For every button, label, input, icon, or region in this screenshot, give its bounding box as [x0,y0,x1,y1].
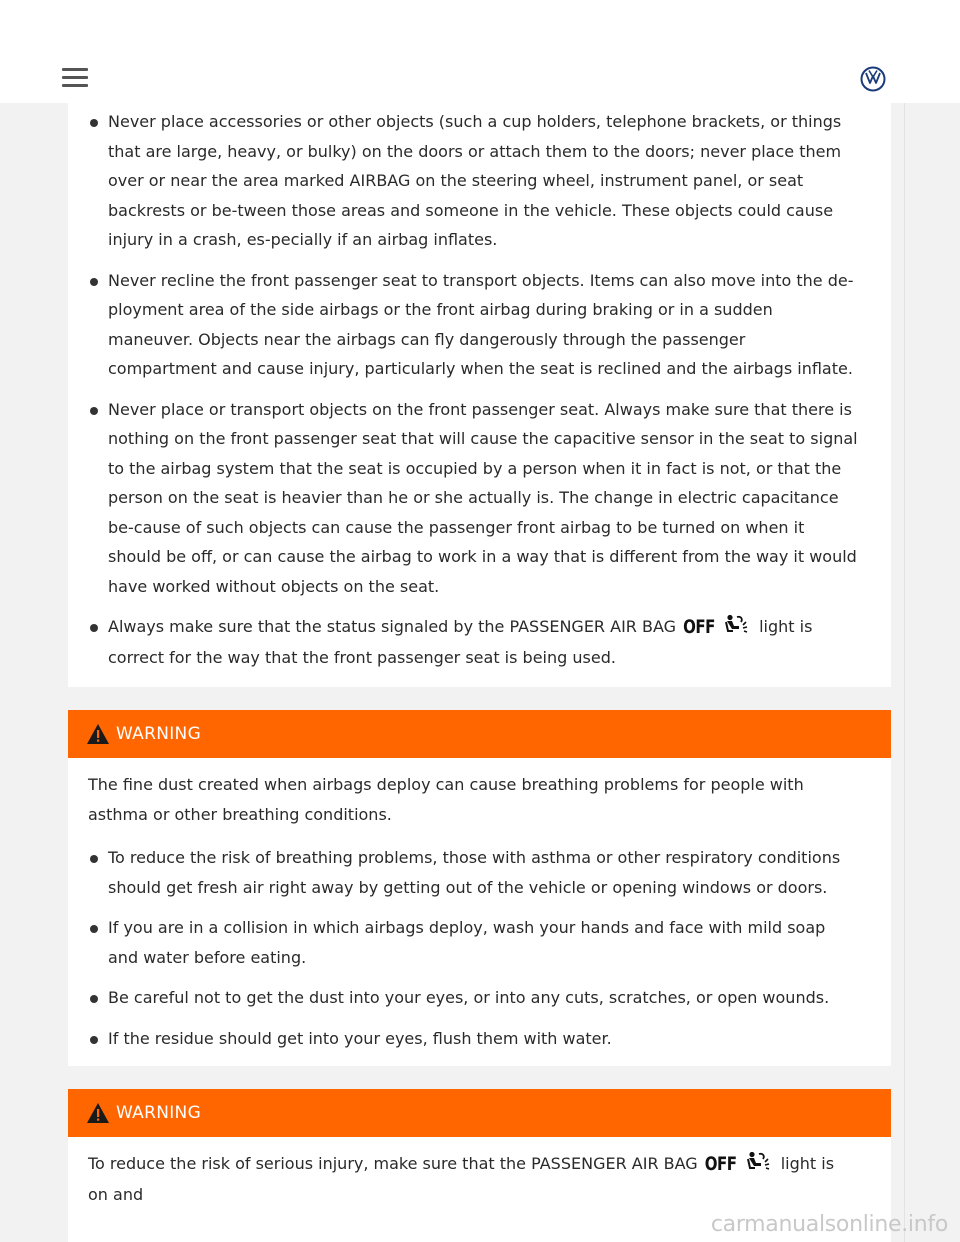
warning-lead-text [88,1149,859,1209]
warning-lead-text: The fine dust created when airbags deploy can cause breathing problems for people with asthma or other breathing conditions. [88,775,804,824]
top-bar [0,0,960,103]
list-item: Never place or transport objects on the front passenger seat. Always make sure that there is nothing on the front passenger seat that will cause the capacitive sensor in the seat to signal to the airbag system that the seat is occupied by a person when it in fact is not, or that the person on the seat is heavier than he or she actually is. The change in electric capacitance be-cause of such objects can cause the passenger front airbag to be turned on when it should be off, or can cause the airbag to work in a way that is different from the way it would have worked without objects on the seat. [108,395,859,602]
list-item: To reduce the risk of breathing problems, those with asthma or other respiratory conditions should get fresh air right away by getting out of the vehicle or opening windows or doors. [108,843,859,902]
airbag-seat-icon [746,1151,772,1171]
list-item: Be careful not to get the dust into your eyes, or into any cuts, scratches, or open wounds. [108,983,859,1013]
vw-logo-icon[interactable] [860,66,886,92]
bullet-list [108,107,859,672]
list-item: If you are in a collision in which airbags deploy, wash your hands and face with mild soap and water before eating. [108,913,859,972]
warning-triangle-icon [86,1102,110,1124]
list-item [108,612,859,672]
list-item-text: light is correct for the way that the front passenger seat is being used. [108,617,813,667]
warning-card-dust [68,758,891,1066]
warning-header [68,710,891,758]
hamburger-menu-icon[interactable] [62,68,88,88]
airbag-seat-icon [724,614,750,634]
watermark-text: carmanualsonline.info [710,1212,948,1237]
bullet-list [88,843,859,1053]
warning-header [68,1089,891,1137]
right-divider [904,103,905,1242]
list-item: If the residue should get into your eyes, flush them with water. [108,1024,859,1054]
warning-title: WARNING [116,724,202,744]
passenger-airbag-off-indicator: OFF [683,615,715,639]
list-item: Never place accessories or other objects (such a cup holders, telephone brackets, or things that are large, heavy, or bulky) on the doors or attach them to the doors; never place them over or near the area marked AIRBAG on the steering wheel, instrument panel, or seat backrests or be-tween those areas and someone in the vehicle. These objects could cause injury in a crash, es-pecially if an airbag inflates. [108,107,859,255]
list-item: Never recline the front passenger seat to transport objects. Items can also move into the de-ployment area of the side airbags or the front airbag during braking or in a sudden maneuver. Objects near the airbags can fly dangerously through the passenger compartment and cause injury, particularly when the seat is reclined and the airbags inflate. [108,266,859,384]
list-item-text: Always make sure that the status signaled by the PASSENGER AIR BAG [108,617,677,636]
warning-text: light is on and [88,1154,835,1204]
passenger-airbag-off-indicator: OFF [704,1152,737,1176]
warning-text: To reduce the risk of serious injury, make sure that the PASSENGER AIR BAG [88,1154,698,1173]
warning-title: WARNING [116,1103,202,1123]
content-card-objects [68,103,891,687]
warning-triangle-icon [86,723,110,745]
